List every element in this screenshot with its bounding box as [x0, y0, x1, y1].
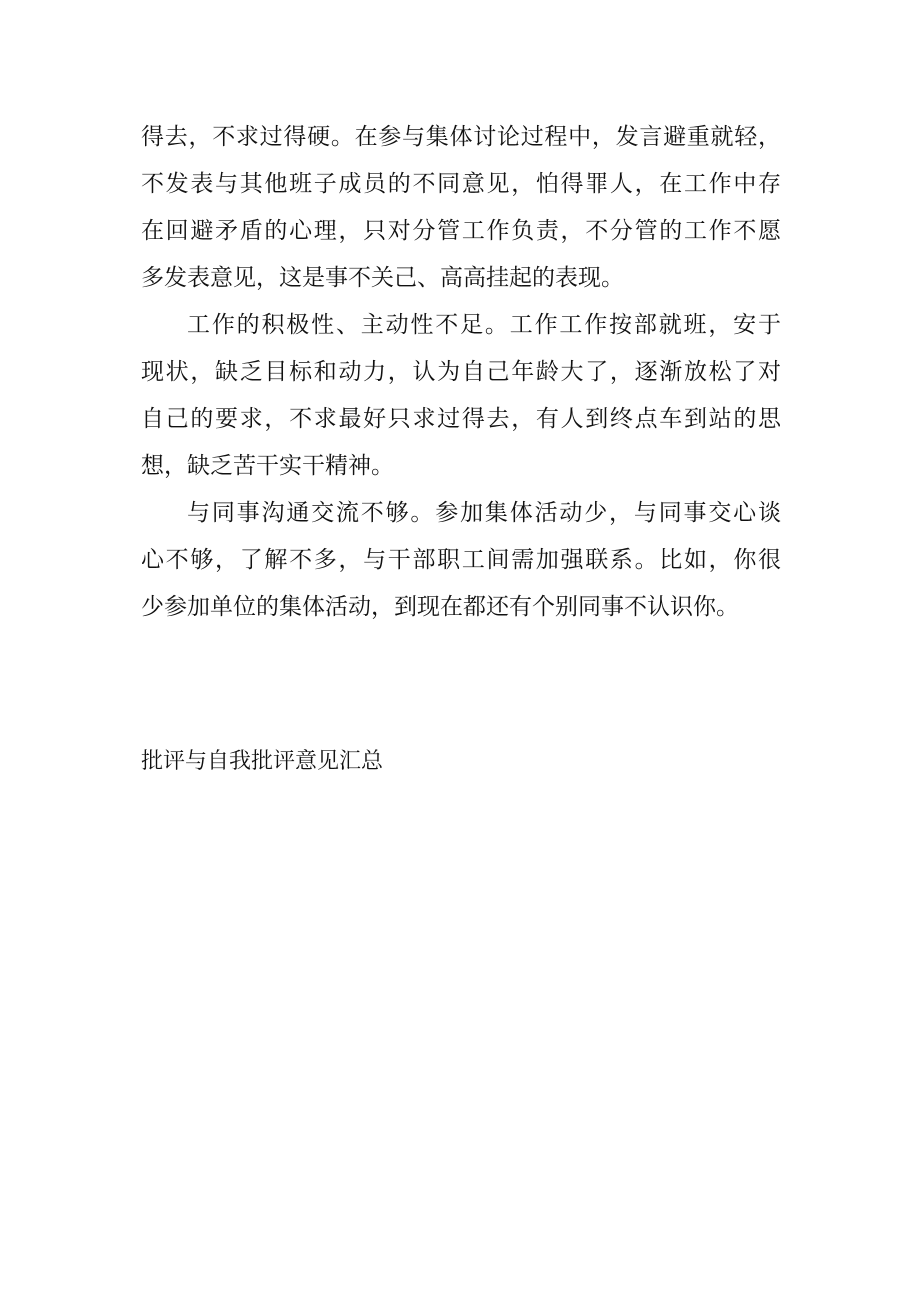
- paragraph-line: 工作的积极性、主动性不足。工作工作按部就班，安于: [187, 312, 781, 338]
- paragraph-line: 自己的要求，不求最好只求过得去，有人到终点车到站的思: [141, 406, 781, 432]
- paragraph-line: 不发表与其他班子成员的不同意见，怕得罪人，在工作中存: [141, 171, 781, 197]
- paragraph-line: 与同事沟通交流不够。参加集体活动少，与同事交心谈: [187, 500, 781, 526]
- footer-title: 批评与自我批评意见汇总: [141, 749, 384, 774]
- paragraph-line: 在回避矛盾的心理，只对分管工作负责，不分管的工作不愿: [141, 218, 781, 244]
- body-text: [141, 114, 781, 631]
- paragraph-line: 得去，不求过得硬。在参与集体讨论过程中，发言避重就轻，: [141, 124, 781, 150]
- paragraph-line: 多发表意见，这是事不关己、高高挂起的表现。: [141, 265, 624, 291]
- paragraph-line: 想，缺乏苦干实干精神。: [141, 453, 394, 479]
- paragraph-line: 心不够，了解不多，与干部职工间需加强联系。比如，你很: [141, 547, 781, 573]
- paragraph-line: 现状，缺乏目标和动力，认为自己年龄大了，逐渐放松了对: [141, 359, 781, 385]
- paragraph-line: 少参加单位的集体活动，到现在都还有个别同事不认识你。: [141, 594, 739, 620]
